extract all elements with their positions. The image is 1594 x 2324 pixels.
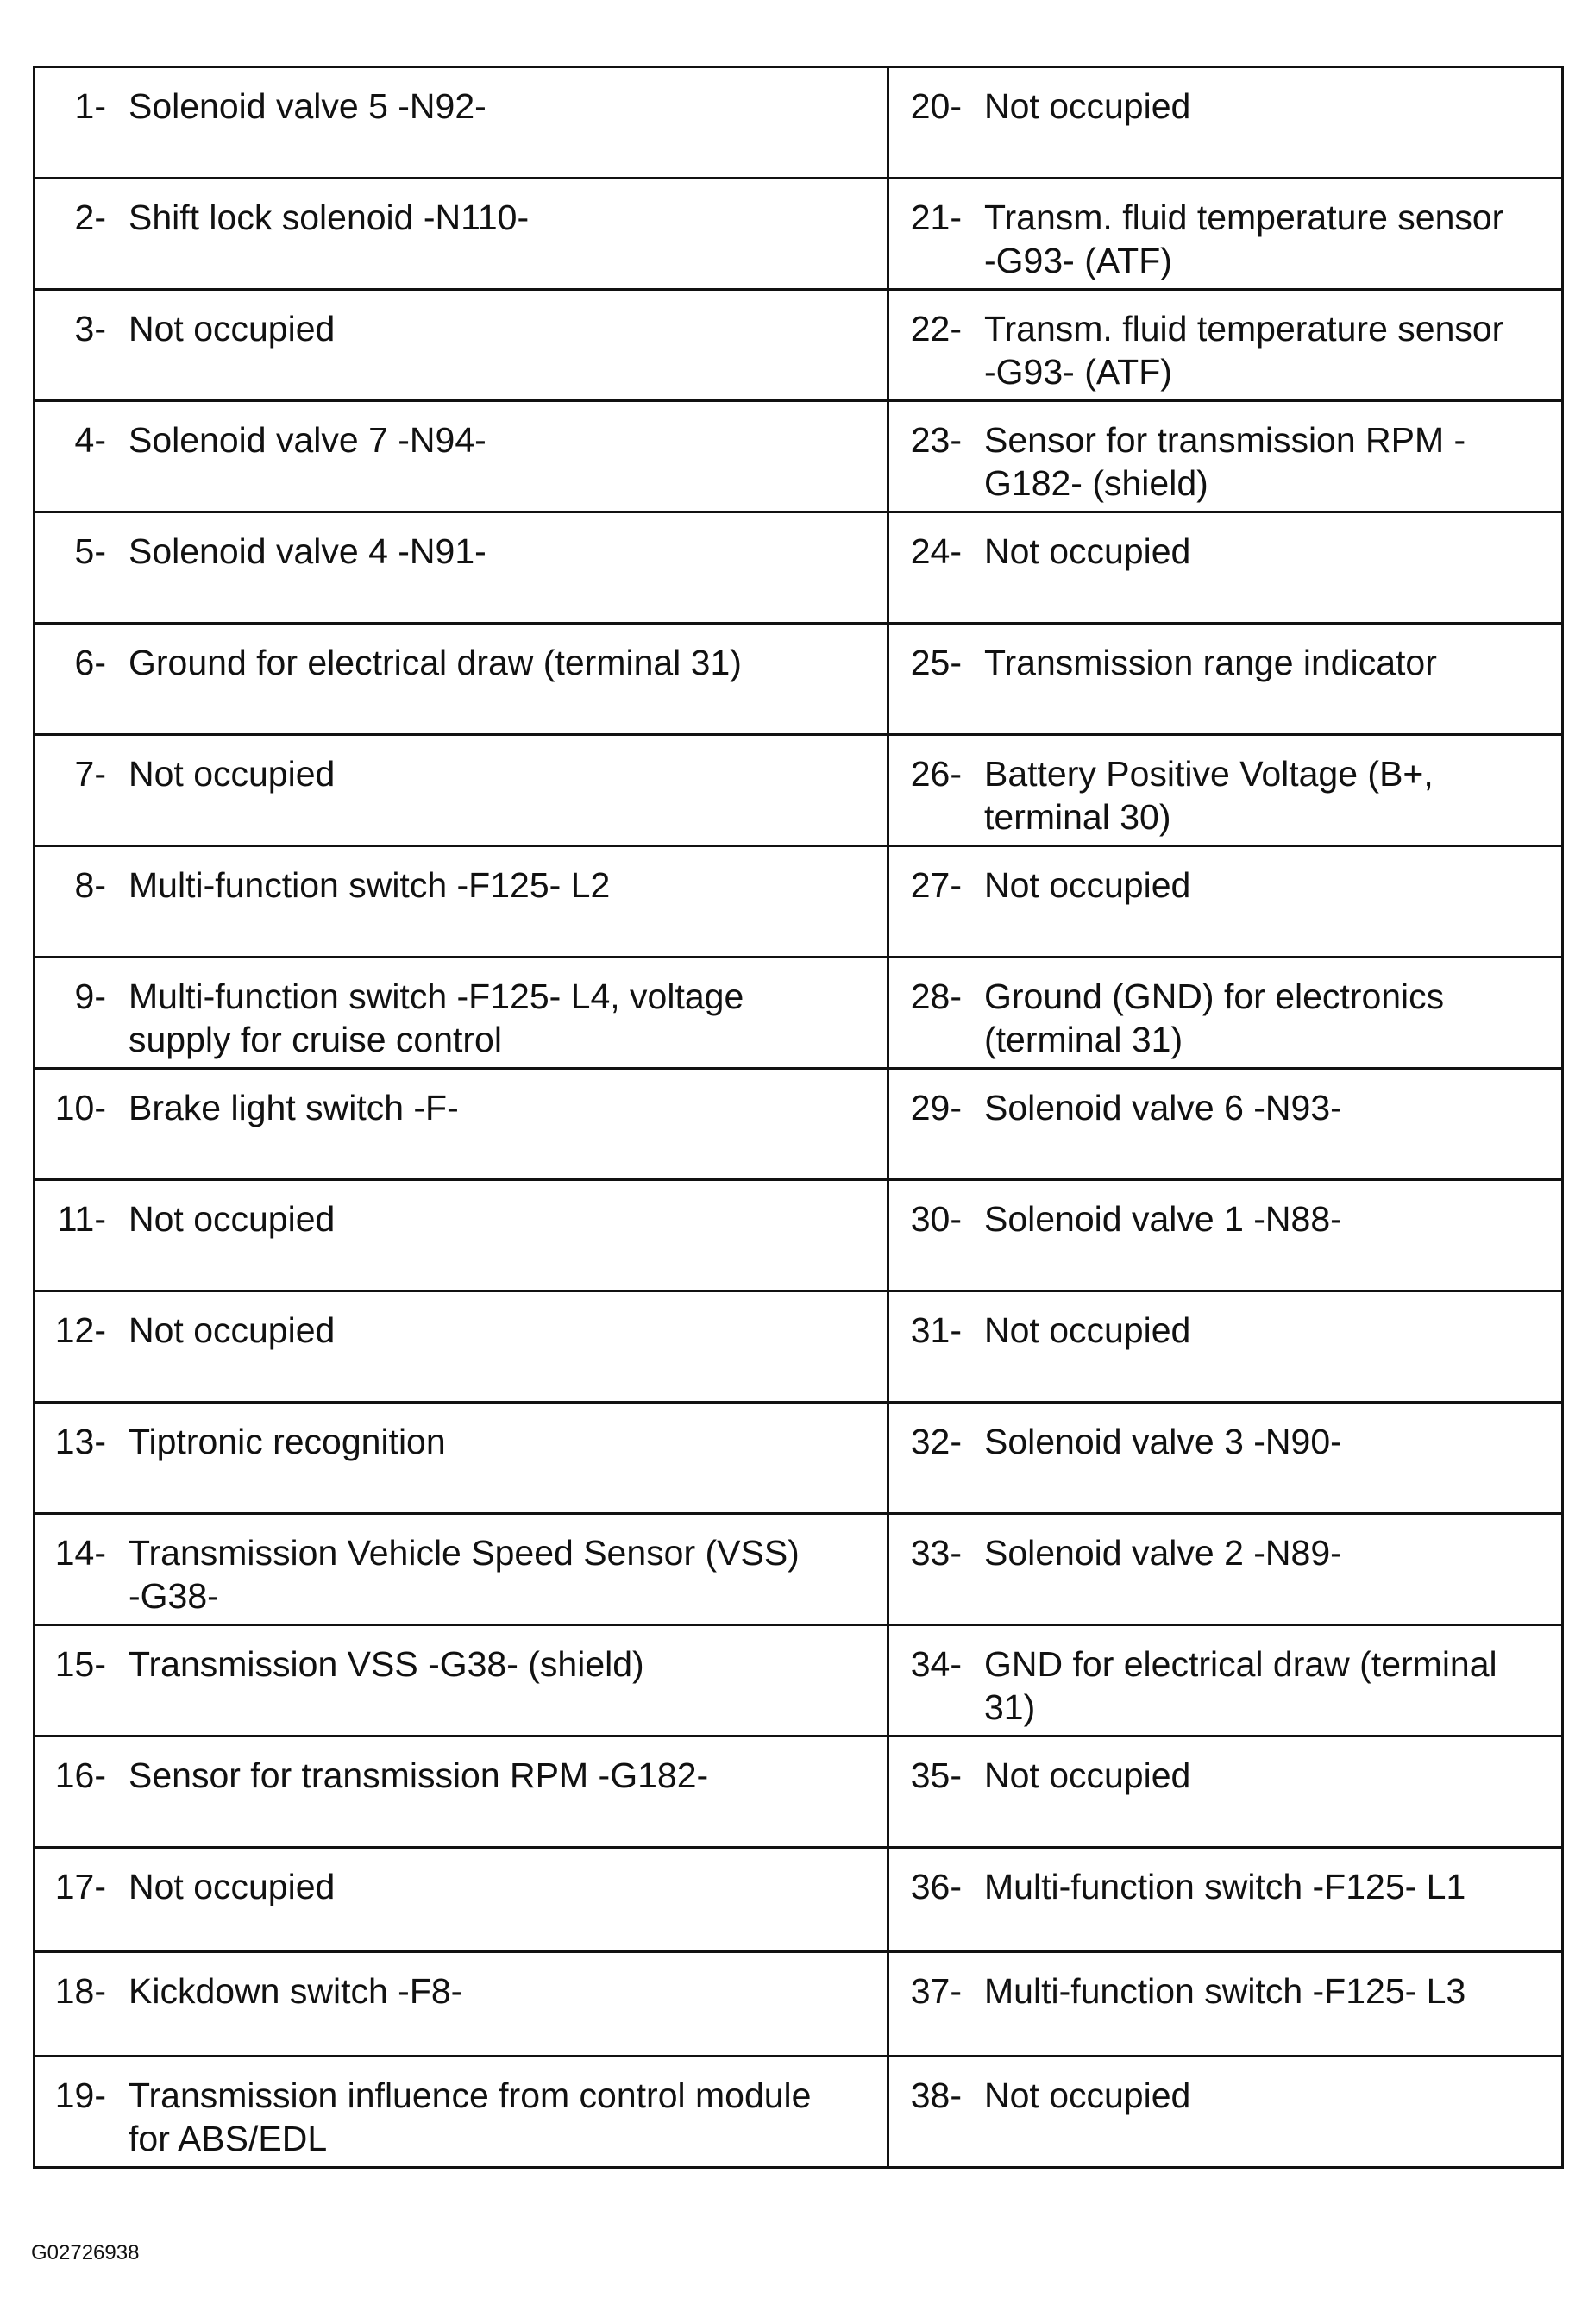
pin-number: 27- — [910, 865, 962, 905]
pin-description: Solenoid valve 6 -N93- — [984, 1088, 1342, 1127]
pin-entry — [889, 1181, 1561, 1241]
pin-cell-left — [35, 1514, 888, 1625]
pin-entry — [35, 1181, 887, 1241]
table-row — [35, 401, 1563, 512]
pin-cell-left — [35, 67, 888, 179]
table-row — [35, 1737, 1563, 1848]
pin-entry — [35, 736, 887, 795]
pin-entry — [35, 1737, 887, 1797]
pin-cell-left — [35, 401, 888, 512]
pin-entry — [35, 1953, 887, 2013]
pin-description: Solenoid valve 3 -N90- — [984, 1422, 1342, 1461]
pin-cell-right — [888, 1291, 1563, 1403]
pin-cell-right — [888, 1180, 1563, 1291]
pin-entry — [889, 625, 1561, 684]
pin-number: 31- — [910, 1310, 962, 1350]
pin-number: 18- — [54, 1971, 106, 2011]
pin-description: Transmission Vehicle Speed Sensor (VSS) -G38- — [129, 1533, 800, 1616]
pin-description: Not occupied — [129, 1310, 336, 1350]
pin-cell-right — [888, 624, 1563, 735]
pin-description: Sensor for transmission RPM - G182- (shield) — [984, 420, 1466, 503]
pin-description: Multi-function switch -F125- L2 — [129, 865, 611, 905]
pin-cell-right — [888, 735, 1563, 846]
table-row — [35, 1291, 1563, 1403]
pin-entry — [889, 1404, 1561, 1463]
pin-description: Transmission influence from control module for ABS/EDL — [129, 2076, 812, 2158]
figure-code: G02726938 — [31, 2241, 140, 2264]
pin-entry — [35, 847, 887, 907]
pin-cell-left — [35, 624, 888, 735]
pin-number: 15- — [54, 1644, 106, 1684]
pin-cell-right — [888, 1737, 1563, 1848]
pin-cell-left — [35, 1625, 888, 1737]
table-row — [35, 624, 1563, 735]
pin-number: 10- — [54, 1088, 106, 1127]
pin-cell-right — [888, 179, 1563, 290]
pin-cell-right — [888, 1514, 1563, 1625]
pin-entry — [35, 1626, 887, 1686]
pin-entry — [889, 402, 1561, 505]
table-row — [35, 512, 1563, 624]
pin-cell-left — [35, 958, 888, 1069]
pin-entry — [889, 958, 1561, 1061]
pin-description: Not occupied — [984, 865, 1191, 905]
pin-number: 36- — [910, 1867, 962, 1906]
table-row — [35, 179, 1563, 290]
pin-description: Not occupied — [984, 2076, 1191, 2115]
pin-number: 11- — [57, 1199, 106, 1239]
pin-cell-left — [35, 1180, 888, 1291]
pin-description: Transmission range indicator — [984, 643, 1437, 682]
pin-table-body — [35, 67, 1563, 2168]
pin-cell-left — [35, 1737, 888, 1848]
pin-cell-left — [35, 2057, 888, 2168]
pin-cell-right — [888, 846, 1563, 958]
pin-cell-left — [35, 1069, 888, 1180]
pin-entry — [35, 1515, 887, 1617]
pin-description: Multi-function switch -F125- L3 — [984, 1971, 1466, 2011]
pin-number: 26- — [910, 754, 962, 794]
pin-assignment-table — [33, 66, 1564, 2169]
pin-cell-left — [35, 1952, 888, 2057]
pin-description: Not occupied — [129, 309, 336, 349]
pin-description: GND for electrical draw (terminal 31) — [984, 1644, 1497, 1727]
pin-number: 7- — [74, 754, 106, 794]
pin-number: 37- — [910, 1971, 962, 2011]
pin-number: 16- — [54, 1756, 106, 1795]
pin-cell-left — [35, 512, 888, 624]
pin-number: 28- — [910, 977, 962, 1016]
pin-number: 35- — [910, 1756, 962, 1795]
table-row — [35, 290, 1563, 401]
table-row — [35, 1180, 1563, 1291]
pin-number: 4- — [74, 420, 106, 460]
pin-description: Battery Positive Voltage (B+, terminal 30) — [984, 754, 1434, 837]
pin-number: 14- — [54, 1533, 106, 1573]
pin-number: 2- — [74, 198, 106, 237]
pin-description: Ground (GND) for electronics (terminal 31) — [984, 977, 1445, 1059]
pin-entry — [889, 1626, 1561, 1729]
pin-number: 21- — [910, 198, 962, 237]
pin-number: 38- — [910, 2076, 962, 2115]
pin-number: 30- — [910, 1199, 962, 1239]
pin-entry — [889, 736, 1561, 839]
pin-cell-right — [888, 1952, 1563, 2057]
pin-cell-left — [35, 846, 888, 958]
pin-number: 17- — [54, 1867, 106, 1906]
pin-number: 23- — [910, 420, 962, 460]
pin-entry — [889, 1070, 1561, 1129]
pin-entry — [889, 1515, 1561, 1574]
pin-description: Ground for electrical draw (terminal 31) — [129, 643, 742, 682]
pin-cell-right — [888, 67, 1563, 179]
pin-number: 25- — [910, 643, 962, 682]
pin-cell-right — [888, 290, 1563, 401]
pin-number: 19- — [54, 2076, 106, 2115]
pin-description: Solenoid valve 7 -N94- — [129, 420, 486, 460]
pin-number: 13- — [54, 1422, 106, 1461]
table-row — [35, 846, 1563, 958]
pin-entry — [35, 291, 887, 350]
pin-cell-left — [35, 735, 888, 846]
pin-entry — [889, 1849, 1561, 1908]
pin-entry — [35, 2057, 887, 2160]
pin-description: Solenoid valve 1 -N88- — [984, 1199, 1342, 1239]
pin-description: Transm. fluid temperature sensor -G93- (ATF) — [984, 198, 1504, 280]
table-row — [35, 2057, 1563, 2168]
pin-cell-right — [888, 958, 1563, 1069]
pin-entry — [35, 402, 887, 462]
pin-cell-left — [35, 290, 888, 401]
pin-number: 24- — [910, 531, 962, 571]
pin-description: Multi-function switch -F125- L1 — [984, 1867, 1466, 1906]
pin-description: Kickdown switch -F8- — [129, 1971, 463, 2011]
pin-description: Not occupied — [129, 754, 336, 794]
pin-entry — [889, 68, 1561, 128]
pin-number: 5- — [74, 531, 106, 571]
pin-entry — [889, 847, 1561, 907]
pin-cell-left — [35, 1848, 888, 1952]
pin-entry — [889, 291, 1561, 393]
pin-cell-right — [888, 401, 1563, 512]
pin-description: Transm. fluid temperature sensor -G93- (ATF) — [984, 309, 1504, 392]
pin-entry — [35, 179, 887, 239]
pin-description: Brake light switch -F- — [129, 1088, 459, 1127]
pin-cell-right — [888, 1625, 1563, 1737]
pin-description: Not occupied — [984, 531, 1191, 571]
pin-description: Not occupied — [129, 1199, 336, 1239]
pin-number: 9- — [74, 977, 106, 1016]
pin-entry — [35, 1070, 887, 1129]
pin-entry — [35, 625, 887, 684]
pin-description: Solenoid valve 4 -N91- — [129, 531, 486, 571]
pin-entry — [889, 1292, 1561, 1352]
pin-number: 33- — [910, 1533, 962, 1573]
pin-entry — [35, 1849, 887, 1908]
pin-entry — [35, 68, 887, 128]
pin-description: Solenoid valve 5 -N92- — [129, 86, 486, 126]
table-row — [35, 67, 1563, 179]
pin-number: 12- — [54, 1310, 106, 1350]
pin-description: Not occupied — [129, 1867, 336, 1906]
pin-description: Sensor for transmission RPM -G182- — [129, 1756, 709, 1795]
pin-number: 1- — [74, 86, 106, 126]
table-row — [35, 735, 1563, 846]
pin-description: Not occupied — [984, 1756, 1191, 1795]
pin-description: Tiptronic recognition — [129, 1422, 446, 1461]
pin-cell-left — [35, 1291, 888, 1403]
pin-entry — [889, 513, 1561, 573]
pin-cell-left — [35, 1403, 888, 1514]
pin-description: Not occupied — [984, 86, 1191, 126]
pin-cell-right — [888, 1069, 1563, 1180]
pin-entry — [889, 1953, 1561, 2013]
table-row — [35, 1069, 1563, 1180]
pin-description: Solenoid valve 2 -N89- — [984, 1533, 1342, 1573]
pin-entry — [889, 2057, 1561, 2117]
pin-entry — [35, 513, 887, 573]
pin-number: 20- — [910, 86, 962, 126]
pin-number: 34- — [910, 1644, 962, 1684]
pin-description: Multi-function switch -F125- L4, voltage supply for cruise control — [129, 977, 744, 1059]
pin-number: 29- — [910, 1088, 962, 1127]
pin-cell-right — [888, 2057, 1563, 2168]
pin-entry — [889, 179, 1561, 282]
pin-number: 6- — [74, 643, 106, 682]
pin-entry — [35, 1404, 887, 1463]
pin-cell-right — [888, 1848, 1563, 1952]
pin-number: 22- — [910, 309, 962, 349]
pin-entry — [35, 1292, 887, 1352]
pin-cell-left — [35, 179, 888, 290]
pin-description: Not occupied — [984, 1310, 1191, 1350]
pin-entry — [889, 1737, 1561, 1797]
table-row — [35, 1514, 1563, 1625]
table-row — [35, 1625, 1563, 1737]
table-row — [35, 1848, 1563, 1952]
table-row — [35, 1403, 1563, 1514]
pin-description: Transmission VSS -G38- (shield) — [129, 1644, 644, 1684]
pin-cell-right — [888, 512, 1563, 624]
pin-number: 8- — [74, 865, 106, 905]
table-row — [35, 958, 1563, 1069]
pin-entry — [35, 958, 887, 1061]
pin-cell-right — [888, 1403, 1563, 1514]
pin-number: 3- — [74, 309, 106, 349]
table-row — [35, 1952, 1563, 2057]
pin-number: 32- — [910, 1422, 962, 1461]
pin-description: Shift lock solenoid -N110- — [129, 198, 530, 237]
